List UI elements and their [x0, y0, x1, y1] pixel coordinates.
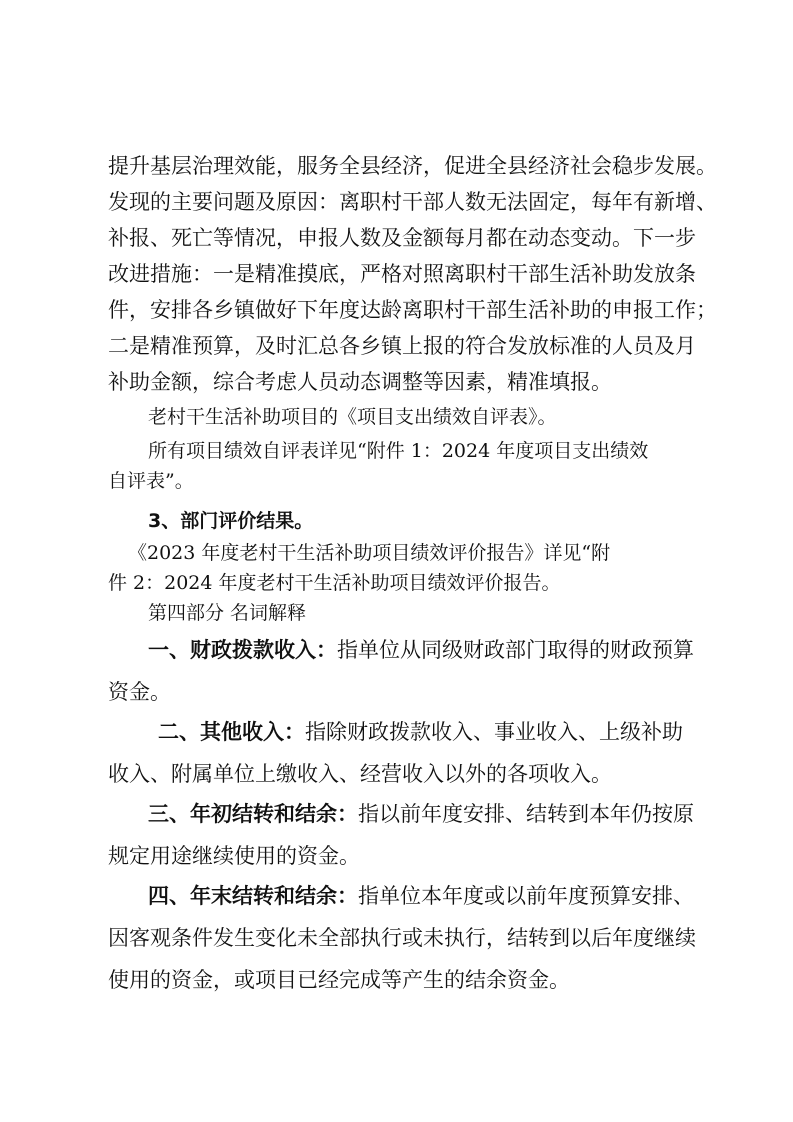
term-line: 收入、附属单位上缴收入、经营收入以外的各项收入。 [108, 762, 612, 786]
term-line: 规定用途继续使用的资金。 [108, 844, 360, 868]
section-3-heading [148, 506, 708, 536]
term-text: 指以前年度安排、结转到本年仍按原 [358, 802, 694, 826]
paragraph-line: 补报、死亡等情况，申报人数及金额每月都在动态变动。下一步 [108, 226, 696, 250]
term-definition [108, 714, 698, 792]
term-line: 因客观条件发生变化未全部执行或未执行，结转到以后年度继续 [108, 926, 696, 950]
term-first-line [108, 714, 698, 750]
term-text: 指单位本年度或以前年度预算安排、 [358, 884, 694, 908]
paragraph-line: 补助金额，综合考虑人员动态调整等因素，精准填报。 [108, 370, 612, 394]
term-first-line [108, 878, 698, 914]
term-first-line [108, 632, 698, 668]
paragraph-attachment-1 [108, 436, 698, 496]
term-definition [108, 878, 698, 998]
paragraph-line: 改进措施：一是精准摸底，严格对照离职村干部生活补助发放条 [108, 262, 696, 286]
term-definition [108, 796, 698, 874]
paragraph-self-eval-form [148, 402, 708, 432]
paragraph-line: 《2023 年度老村干生活补助项目绩效评价报告》详见“附 [128, 542, 611, 564]
paragraph-line: 二是精准预算，及时汇总各乡镇上报的符合发放标准的人员及月 [108, 334, 696, 358]
paragraph-problems-measures [108, 148, 717, 400]
term-label: 一、财政拨款收入： [148, 638, 337, 662]
paragraph-line: 提升基层治理效能，服务全县经济，促进全县经济社会稳步发展。 [108, 154, 717, 178]
paragraph-line: 自评表”。 [108, 470, 194, 492]
term-line: 使用的资金，或项目已经完成等产生的结余资金。 [108, 968, 570, 992]
term-definition [108, 632, 698, 710]
term-label: 四、年末结转和结余： [148, 884, 358, 908]
term-label: 三、年初结转和结余： [148, 802, 358, 826]
part-4-heading [148, 598, 708, 628]
heading-text: 3、部门评价结果。 [148, 510, 314, 532]
term-first-line [108, 796, 698, 832]
paragraph-line: 所有项目绩效自评表详见“附件 1：2024 年度项目支出绩效 [148, 440, 649, 462]
paragraph-attachment-2 [108, 538, 698, 598]
term-text: 指单位从同级财政部门取得的财政预算 [337, 638, 694, 662]
heading-text: 第四部分 名词解释 [148, 602, 307, 624]
paragraph-line: 件，安排各乡镇做好下年度达龄离职村干部生活补助的申报工作； [108, 298, 717, 322]
paragraph-line: 件 2：2024 年度老村干生活补助项目绩效评价报告。 [108, 572, 561, 594]
paragraph-line: 发现的主要问题及原因：离职村干部人数无法固定，每年有新增、 [108, 190, 717, 214]
paragraph-line: 老村干生活补助项目的《项目支出绩效自评表》。 [148, 406, 557, 428]
term-label: 二、其他收入： [158, 720, 305, 744]
term-text: 指除财政拨款收入、事业收入、上级补助 [305, 720, 683, 744]
term-line: 资金。 [108, 680, 171, 704]
